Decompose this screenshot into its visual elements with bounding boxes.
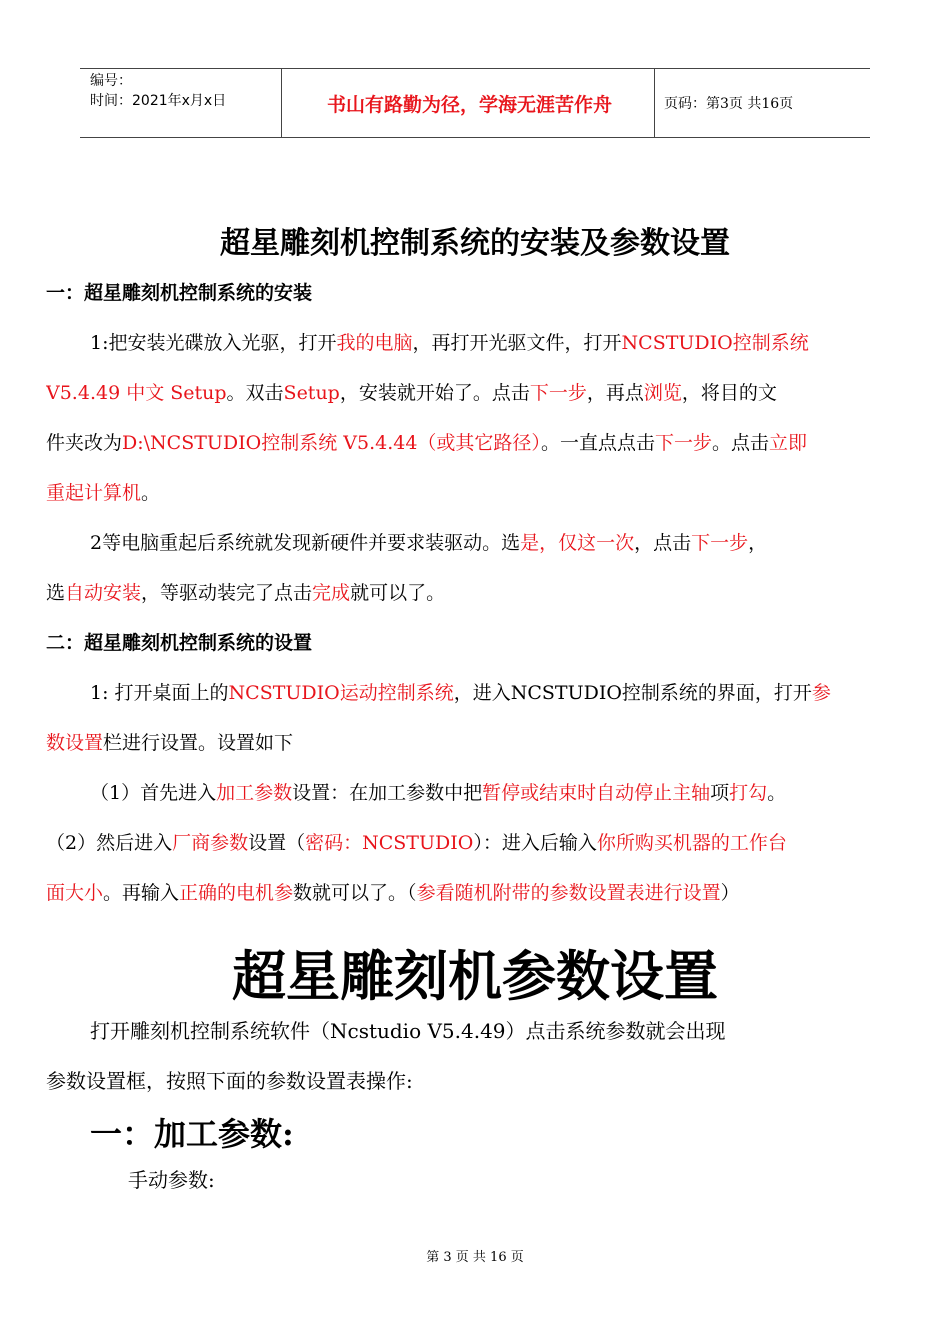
- highlight-run: 完成: [312, 582, 351, 604]
- highlight-run: 面大小: [46, 882, 104, 904]
- text-run: 设置：在加工参数中把: [292, 782, 483, 804]
- para-line: [46, 468, 906, 518]
- highlight-run: NCSTUDIO控制系统: [621, 332, 809, 354]
- para-line: [46, 518, 906, 568]
- document-title: 超星雕刻机控制系统的安装及参数设置: [220, 226, 730, 261]
- highlight-run: 参看随机附带的参数设置表进行设置: [416, 882, 721, 904]
- text-run: ）：进入后输入: [473, 832, 597, 854]
- header-divider: [281, 69, 282, 137]
- document-time: 时间：2021年x月x日: [90, 93, 227, 109]
- para-line: [46, 868, 906, 918]
- big-title: 超星雕刻机参数设置: [232, 944, 718, 1008]
- text-run: 就可以了。: [350, 582, 446, 604]
- highlight-run: 厂商参数: [172, 832, 249, 854]
- section-heading: 一：超星雕刻机控制系统的安装: [46, 282, 313, 304]
- section1-heading: [46, 268, 906, 318]
- text-run: ，再打开光驱文件，打开: [412, 332, 622, 354]
- text-run: 1: 打开桌面上的: [90, 682, 229, 704]
- highlight-run: 打勾: [729, 782, 768, 804]
- para-line: [46, 668, 906, 718]
- para-line: 打开雕刻机控制系统软件（Ncstudio V5.4.49）点击系统参数就会出现: [90, 1019, 726, 1043]
- text-run: 。一直点点击: [540, 432, 655, 454]
- highlight-run: 立即: [768, 432, 807, 454]
- text-run: ，将目的文: [681, 382, 777, 404]
- text-run: 。: [767, 782, 787, 804]
- text-run: 设置（: [248, 832, 306, 854]
- part-heading: 一：加工参数:: [90, 1115, 294, 1153]
- subheading: 手动参数:: [128, 1168, 215, 1192]
- para-line: [46, 368, 906, 418]
- text-run: ，再点: [586, 382, 644, 404]
- text-run: 数就可以了。（: [293, 882, 417, 904]
- para-line: [46, 718, 906, 768]
- header-motto: 书山有路勤为径，学海无涯苦作舟: [326, 93, 612, 116]
- text-run: 件夹改为: [46, 432, 123, 454]
- section2-paragraph1: [46, 668, 906, 768]
- highlight-run: 是，仅这一次: [520, 532, 635, 554]
- text-run: （1）首先进入: [90, 782, 217, 804]
- highlight-run: V5.4.49 中文 Setup: [46, 382, 227, 404]
- para-line: [46, 568, 906, 618]
- highlight-run: 下一步: [654, 432, 712, 454]
- text-run: ，点击: [634, 532, 692, 554]
- section-heading: 二：超星雕刻机控制系统的设置: [46, 632, 313, 654]
- text-run: ，安装就开始了。点击: [339, 382, 530, 404]
- section2-paragraph2: [46, 768, 906, 818]
- text-run: ，: [748, 532, 768, 554]
- intro-paragraph: [46, 1006, 906, 1106]
- highlight-run: 重起计算机: [46, 482, 142, 504]
- highlight-run: Setup: [283, 382, 340, 404]
- text-run: 。点击: [711, 432, 769, 454]
- text-run: ，进入NCSTUDIO控制系统的界面，打开: [453, 682, 812, 704]
- para-line: [46, 318, 906, 368]
- highlight-run: 你所购买机器的工作台: [596, 832, 787, 854]
- section2-paragraph3: [46, 818, 906, 918]
- highlight-run: 自动安装: [65, 582, 142, 604]
- document-number-label: 编号：: [90, 73, 132, 89]
- section1-paragraph1: [46, 318, 906, 518]
- highlight-run: 正确的电机参: [179, 882, 294, 904]
- highlight-run: 我的电脑: [336, 332, 413, 354]
- highlight-run: 下一步: [691, 532, 749, 554]
- highlight-run: 密码：NCSTUDIO: [305, 832, 474, 854]
- page-header: [80, 68, 870, 138]
- text-run: 2等电脑重起后系统就发现新硬件并要求装驱动。选: [90, 532, 521, 554]
- para-line: [46, 768, 906, 818]
- text-run: 栏进行设置。设置如下: [103, 732, 294, 754]
- section1-paragraph2: [46, 518, 906, 618]
- highlight-run: 参: [811, 682, 831, 704]
- highlight-run: D:\NCSTUDIO控制系统 V5.4.44（或其它路径）: [122, 432, 541, 454]
- text-run: 项: [710, 782, 730, 804]
- text-run: （2）然后进入: [46, 832, 173, 854]
- highlight-run: 下一步: [529, 382, 587, 404]
- highlight-run: 暂停或结束时自动停止主轴: [482, 782, 711, 804]
- para-line: 参数设置框，按照下面的参数设置表操作:: [46, 1069, 413, 1093]
- highlight-run: 加工参数: [216, 782, 293, 804]
- para-line: [46, 818, 906, 868]
- text-run: ）: [720, 882, 740, 904]
- text-run: 选: [46, 582, 66, 604]
- highlight-run: NCSTUDIO运动控制系统: [228, 682, 454, 704]
- header-page-info: 页码：第3页 共16页: [664, 96, 794, 112]
- highlight-run: 浏览: [643, 382, 682, 404]
- text-run: 。再输入: [103, 882, 180, 904]
- text-run: ，等驱动装完了点击: [141, 582, 313, 604]
- text-run: 。双击: [226, 382, 284, 404]
- part1-heading: [90, 1106, 950, 1162]
- text-run: 1:把安装光碟放入光驱，打开: [90, 332, 337, 354]
- text-run: 。: [141, 482, 161, 504]
- para-line: [46, 418, 906, 468]
- section2-heading: [46, 618, 906, 668]
- header-meta: [90, 71, 226, 111]
- manual-params-label: [128, 1158, 950, 1202]
- page-footer: 第 3 页 共 16 页: [426, 1250, 524, 1265]
- highlight-run: 数设置: [46, 732, 104, 754]
